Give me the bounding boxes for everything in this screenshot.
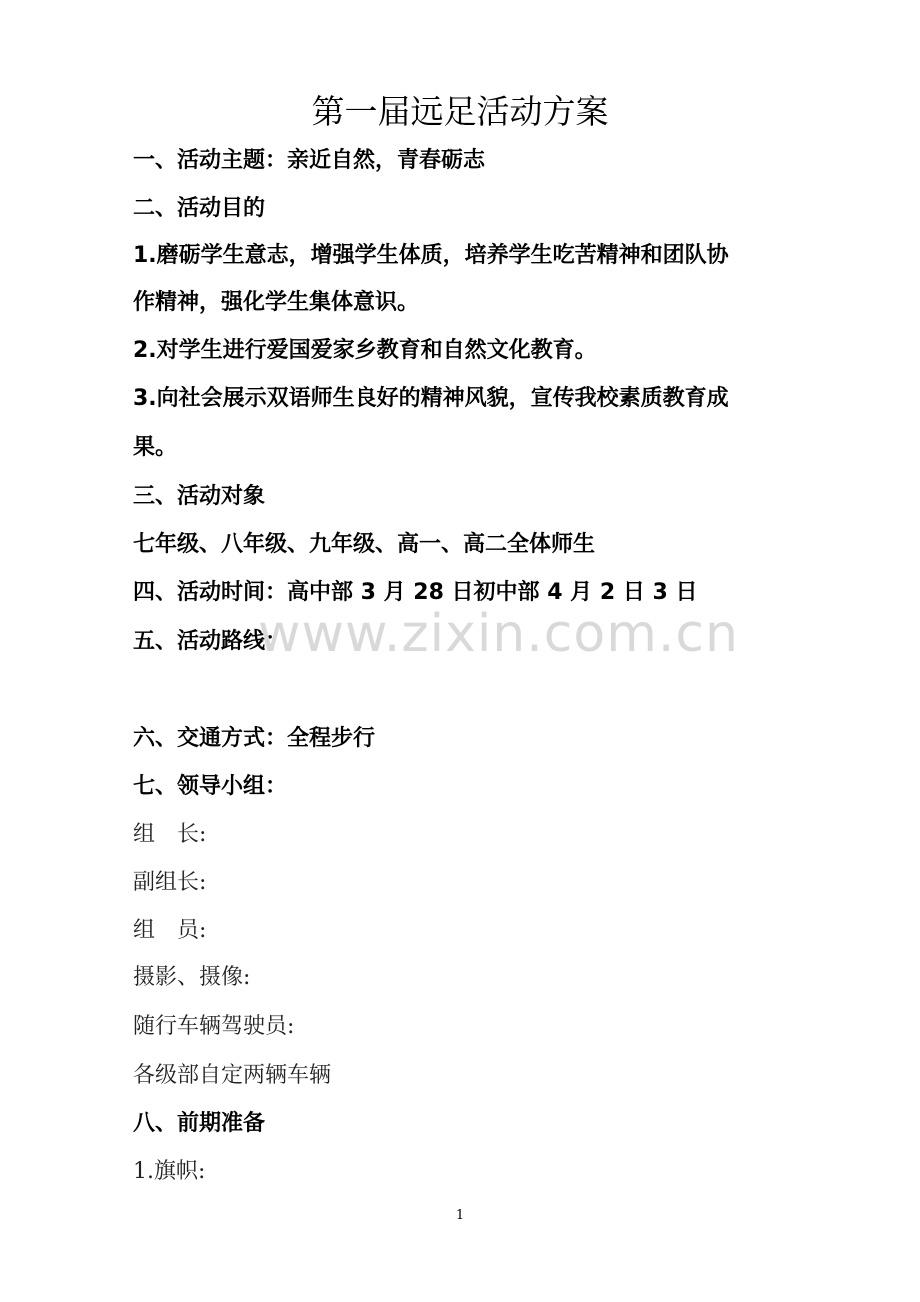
preparation-item-1: 1.旗帜:	[133, 1159, 206, 1184]
section-2-heading: 二、活动目的	[133, 196, 266, 221]
member-field: 组 员:	[133, 918, 207, 943]
section-8-heading: 八、前期准备	[133, 1111, 266, 1136]
purpose-item-3-line-1: 3.向社会展示双语师生良好的精神风貌，宣传我校素质教育成	[133, 386, 729, 411]
page-number: 1	[455, 1208, 465, 1223]
purpose-item-2: 2.对学生进行爱国爱家乡教育和自然文化教育。	[133, 338, 597, 363]
watermark: www.zixin.com.cn	[258, 604, 739, 664]
deputy-leader-field: 副组长:	[133, 870, 207, 895]
leader-field: 组 长:	[133, 822, 207, 847]
purpose-item-1-line-2: 作精神，强化学生集体意识。	[133, 290, 420, 315]
section-4-time: 四、活动时间：高中部 3 月 28 日初中部 4 月 2 日 3 日	[133, 580, 698, 605]
photography-field: 摄影、摄像:	[133, 965, 251, 990]
participants-text: 七年级、八年级、九年级、高一、高二全体师生	[133, 532, 596, 557]
section-7-heading: 七、领导小组：	[133, 774, 288, 799]
section-3-heading: 三、活动对象	[133, 484, 266, 509]
section-1-theme: 一、活动主题：亲近自然，青春砺志	[133, 148, 486, 173]
vehicle-note: 各级部自定两辆车辆	[133, 1063, 332, 1088]
purpose-item-3-line-2: 果。	[133, 435, 178, 460]
section-5-route: 五、活动路线：	[133, 629, 288, 654]
driver-field: 随行车辆驾驶员:	[133, 1014, 295, 1039]
document-title: 第一届远足活动方案	[311, 92, 609, 131]
purpose-item-1-line-1: 1.磨砺学生意志，增强学生体质，培养学生吃苦精神和团队协	[133, 243, 729, 268]
section-6-transport: 六、交通方式：全程步行	[133, 726, 376, 751]
